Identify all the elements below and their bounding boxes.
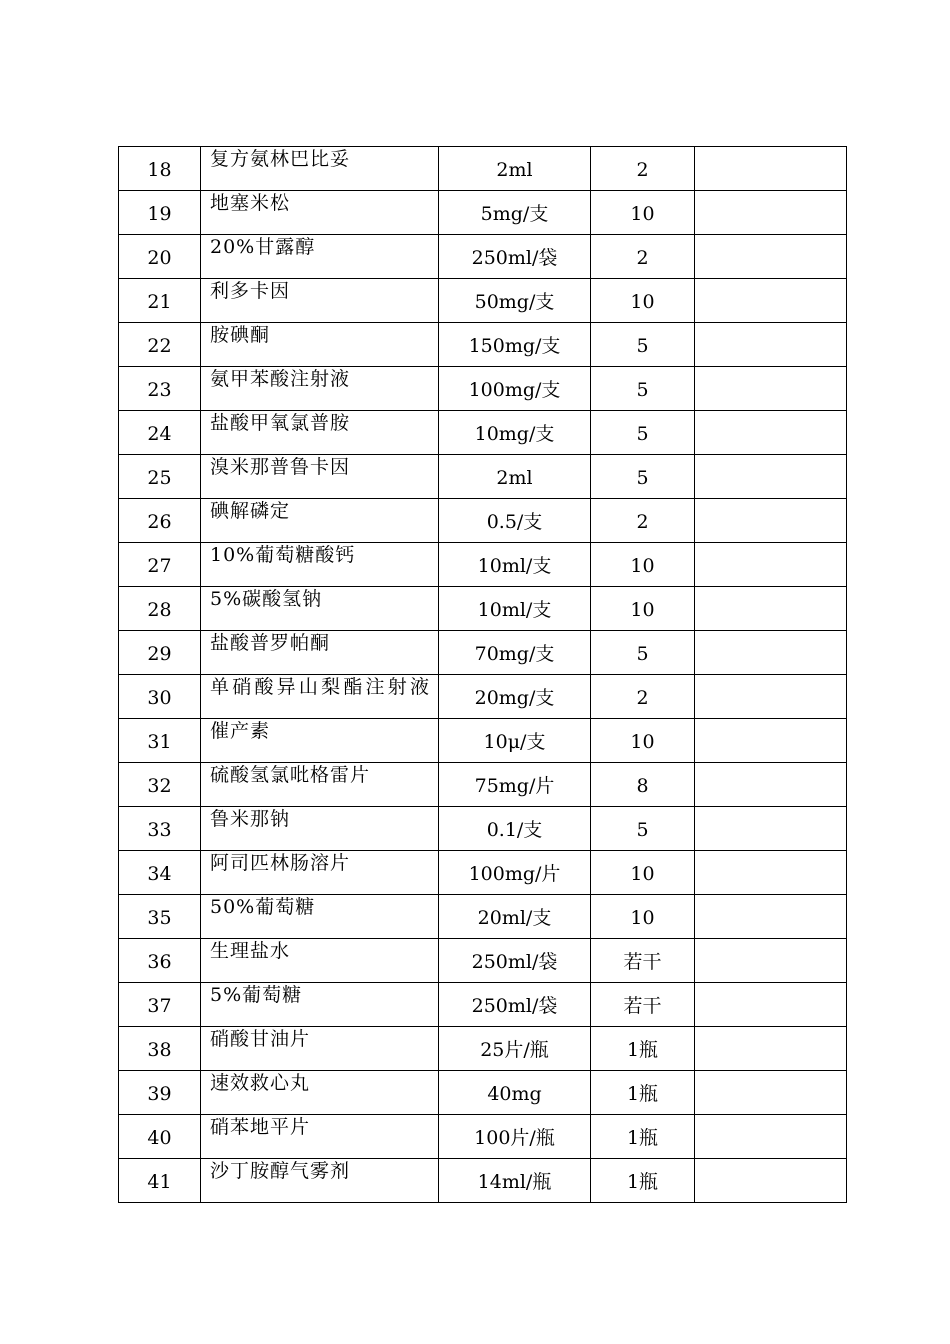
- drug-note-cell: [695, 851, 847, 895]
- row-number-cell: 33: [119, 807, 201, 851]
- row-number-cell: 23: [119, 367, 201, 411]
- drug-name-cell: 盐酸普罗帕酮: [201, 631, 439, 675]
- drug-note-cell: [695, 499, 847, 543]
- drug-spec-cell: 2ml: [439, 455, 591, 499]
- drug-spec-cell: 40mg: [439, 1071, 591, 1115]
- drug-note-cell: [695, 411, 847, 455]
- drug-name-cell: 5%葡萄糖: [201, 983, 439, 1027]
- row-number-cell: 39: [119, 1071, 201, 1115]
- drug-note-cell: [695, 147, 847, 191]
- drug-name-cell: 硝苯地平片: [201, 1115, 439, 1159]
- drug-spec-cell: 100片/瓶: [439, 1115, 591, 1159]
- drug-quantity-cell: 5: [591, 367, 695, 411]
- drug-quantity-cell: 若干: [591, 983, 695, 1027]
- row-number-cell: 26: [119, 499, 201, 543]
- row-number-cell: 40: [119, 1115, 201, 1159]
- drug-name-cell: 速效救心丸: [201, 1071, 439, 1115]
- row-number-cell: 34: [119, 851, 201, 895]
- row-number-cell: 32: [119, 763, 201, 807]
- drug-quantity-cell: 2: [591, 147, 695, 191]
- drug-quantity-cell: 5: [591, 631, 695, 675]
- drug-spec-cell: 250ml/袋: [439, 983, 591, 1027]
- drug-note-cell: [695, 191, 847, 235]
- drug-spec-cell: 250ml/袋: [439, 235, 591, 279]
- drug-spec-cell: 5mg/支: [439, 191, 591, 235]
- drug-spec-cell: 20mg/支: [439, 675, 591, 719]
- drug-note-cell: [695, 719, 847, 763]
- drug-spec-cell: 75mg/片: [439, 763, 591, 807]
- row-number-cell: 31: [119, 719, 201, 763]
- row-number-cell: 41: [119, 1159, 201, 1203]
- table-row: [119, 323, 847, 367]
- table-row: [119, 235, 847, 279]
- table-row: [119, 983, 847, 1027]
- row-number-cell: 22: [119, 323, 201, 367]
- drug-quantity-cell: 8: [591, 763, 695, 807]
- drug-quantity-cell: 若干: [591, 939, 695, 983]
- drug-spec-cell: 14ml/瓶: [439, 1159, 591, 1203]
- drug-spec-cell: 100mg/片: [439, 851, 591, 895]
- row-number-cell: 25: [119, 455, 201, 499]
- drug-name-cell: 单硝酸异山梨酯注射液: [201, 675, 439, 719]
- row-number-cell: 18: [119, 147, 201, 191]
- drug-quantity-cell: 10: [591, 191, 695, 235]
- row-number-cell: 19: [119, 191, 201, 235]
- drug-quantity-cell: 1瓶: [591, 1159, 695, 1203]
- drug-note-cell: [695, 763, 847, 807]
- table-row: [119, 455, 847, 499]
- drug-note-cell: [695, 1159, 847, 1203]
- table-row: [119, 807, 847, 851]
- table-row: [119, 719, 847, 763]
- drug-note-cell: [695, 807, 847, 851]
- drug-name-cell: 催产素: [201, 719, 439, 763]
- drug-quantity-cell: 2: [591, 675, 695, 719]
- drug-name-cell: 利多卡因: [201, 279, 439, 323]
- table-row: [119, 1027, 847, 1071]
- drug-note-cell: [695, 631, 847, 675]
- drug-quantity-cell: 10: [591, 279, 695, 323]
- table-row: [119, 851, 847, 895]
- drug-quantity-cell: 10: [591, 587, 695, 631]
- drug-note-cell: [695, 1115, 847, 1159]
- drug-note-cell: [695, 455, 847, 499]
- drug-quantity-cell: 10: [591, 719, 695, 763]
- row-number-cell: 35: [119, 895, 201, 939]
- drug-note-cell: [695, 939, 847, 983]
- drug-name-cell: 硝酸甘油片: [201, 1027, 439, 1071]
- drug-name-cell: 地塞米松: [201, 191, 439, 235]
- drug-spec-cell: 250ml/袋: [439, 939, 591, 983]
- drug-name-cell: 鲁米那钠: [201, 807, 439, 851]
- drug-quantity-cell: 5: [591, 807, 695, 851]
- drug-quantity-cell: 5: [591, 455, 695, 499]
- drug-spec-cell: 2ml: [439, 147, 591, 191]
- drug-spec-cell: 100mg/支: [439, 367, 591, 411]
- drug-note-cell: [695, 1071, 847, 1115]
- row-number-cell: 28: [119, 587, 201, 631]
- row-number-cell: 36: [119, 939, 201, 983]
- drug-quantity-cell: 10: [591, 543, 695, 587]
- row-number-cell: 29: [119, 631, 201, 675]
- drug-spec-cell: 70mg/支: [439, 631, 591, 675]
- drug-spec-cell: 0.1/支: [439, 807, 591, 851]
- table-row: [119, 675, 847, 719]
- table-row: [119, 499, 847, 543]
- drug-name-cell: 胺碘酮: [201, 323, 439, 367]
- drug-quantity-cell: 2: [591, 499, 695, 543]
- drug-note-cell: [695, 235, 847, 279]
- drug-name-cell: 生理盐水: [201, 939, 439, 983]
- drug-name-cell: 氨甲苯酸注射液: [201, 367, 439, 411]
- drug-quantity-cell: 5: [591, 323, 695, 367]
- drug-quantity-cell: 10: [591, 851, 695, 895]
- drug-name-cell: 沙丁胺醇气雾剂: [201, 1159, 439, 1203]
- table-row: [119, 279, 847, 323]
- drug-quantity-cell: 1瓶: [591, 1115, 695, 1159]
- row-number-cell: 27: [119, 543, 201, 587]
- drug-quantity-cell: 1瓶: [591, 1071, 695, 1115]
- drug-name-cell: 硫酸氢氯吡格雷片: [201, 763, 439, 807]
- row-number-cell: 20: [119, 235, 201, 279]
- table-row: [119, 587, 847, 631]
- table-row: [119, 1115, 847, 1159]
- table-row: [119, 147, 847, 191]
- drug-note-cell: [695, 983, 847, 1027]
- row-number-cell: 24: [119, 411, 201, 455]
- drug-name-cell: 5%碳酸氢钠: [201, 587, 439, 631]
- table-row: [119, 939, 847, 983]
- table-row: [119, 631, 847, 675]
- table-row: [119, 1159, 847, 1203]
- drug-quantity-cell: 5: [591, 411, 695, 455]
- drug-name-cell: 盐酸甲氧氯普胺: [201, 411, 439, 455]
- table-row: [119, 763, 847, 807]
- drug-name-cell: 10%葡萄糖酸钙: [201, 543, 439, 587]
- table-row: [119, 191, 847, 235]
- drug-spec-cell: 0.5/支: [439, 499, 591, 543]
- drug-note-cell: [695, 543, 847, 587]
- table-row: [119, 895, 847, 939]
- row-number-cell: 37: [119, 983, 201, 1027]
- table-row: [119, 411, 847, 455]
- drug-name-cell: 20%甘露醇: [201, 235, 439, 279]
- row-number-cell: 21: [119, 279, 201, 323]
- drug-quantity-cell: 1瓶: [591, 1027, 695, 1071]
- drug-note-cell: [695, 587, 847, 631]
- drug-list-table: [118, 146, 847, 1203]
- drug-name-cell: 阿司匹林肠溶片: [201, 851, 439, 895]
- row-number-cell: 38: [119, 1027, 201, 1071]
- drug-spec-cell: 10ml/支: [439, 587, 591, 631]
- drug-spec-cell: 10μ/支: [439, 719, 591, 763]
- drug-note-cell: [695, 323, 847, 367]
- drug-spec-cell: 150mg/支: [439, 323, 591, 367]
- drug-spec-cell: 20ml/支: [439, 895, 591, 939]
- drug-note-cell: [695, 279, 847, 323]
- drug-note-cell: [695, 895, 847, 939]
- drug-note-cell: [695, 367, 847, 411]
- table-row: [119, 367, 847, 411]
- drug-list-body: [119, 147, 847, 1203]
- drug-spec-cell: 50mg/支: [439, 279, 591, 323]
- drug-quantity-cell: 2: [591, 235, 695, 279]
- table-row: [119, 1071, 847, 1115]
- table-row: [119, 543, 847, 587]
- drug-quantity-cell: 10: [591, 895, 695, 939]
- drug-name-cell: 复方氨林巴比妥: [201, 147, 439, 191]
- row-number-cell: 30: [119, 675, 201, 719]
- drug-note-cell: [695, 1027, 847, 1071]
- drug-spec-cell: 25片/瓶: [439, 1027, 591, 1071]
- drug-note-cell: [695, 675, 847, 719]
- drug-spec-cell: 10mg/支: [439, 411, 591, 455]
- drug-spec-cell: 10ml/支: [439, 543, 591, 587]
- drug-name-cell: 50%葡萄糖: [201, 895, 439, 939]
- drug-name-cell: 溴米那普鲁卡因: [201, 455, 439, 499]
- drug-name-cell: 碘解磷定: [201, 499, 439, 543]
